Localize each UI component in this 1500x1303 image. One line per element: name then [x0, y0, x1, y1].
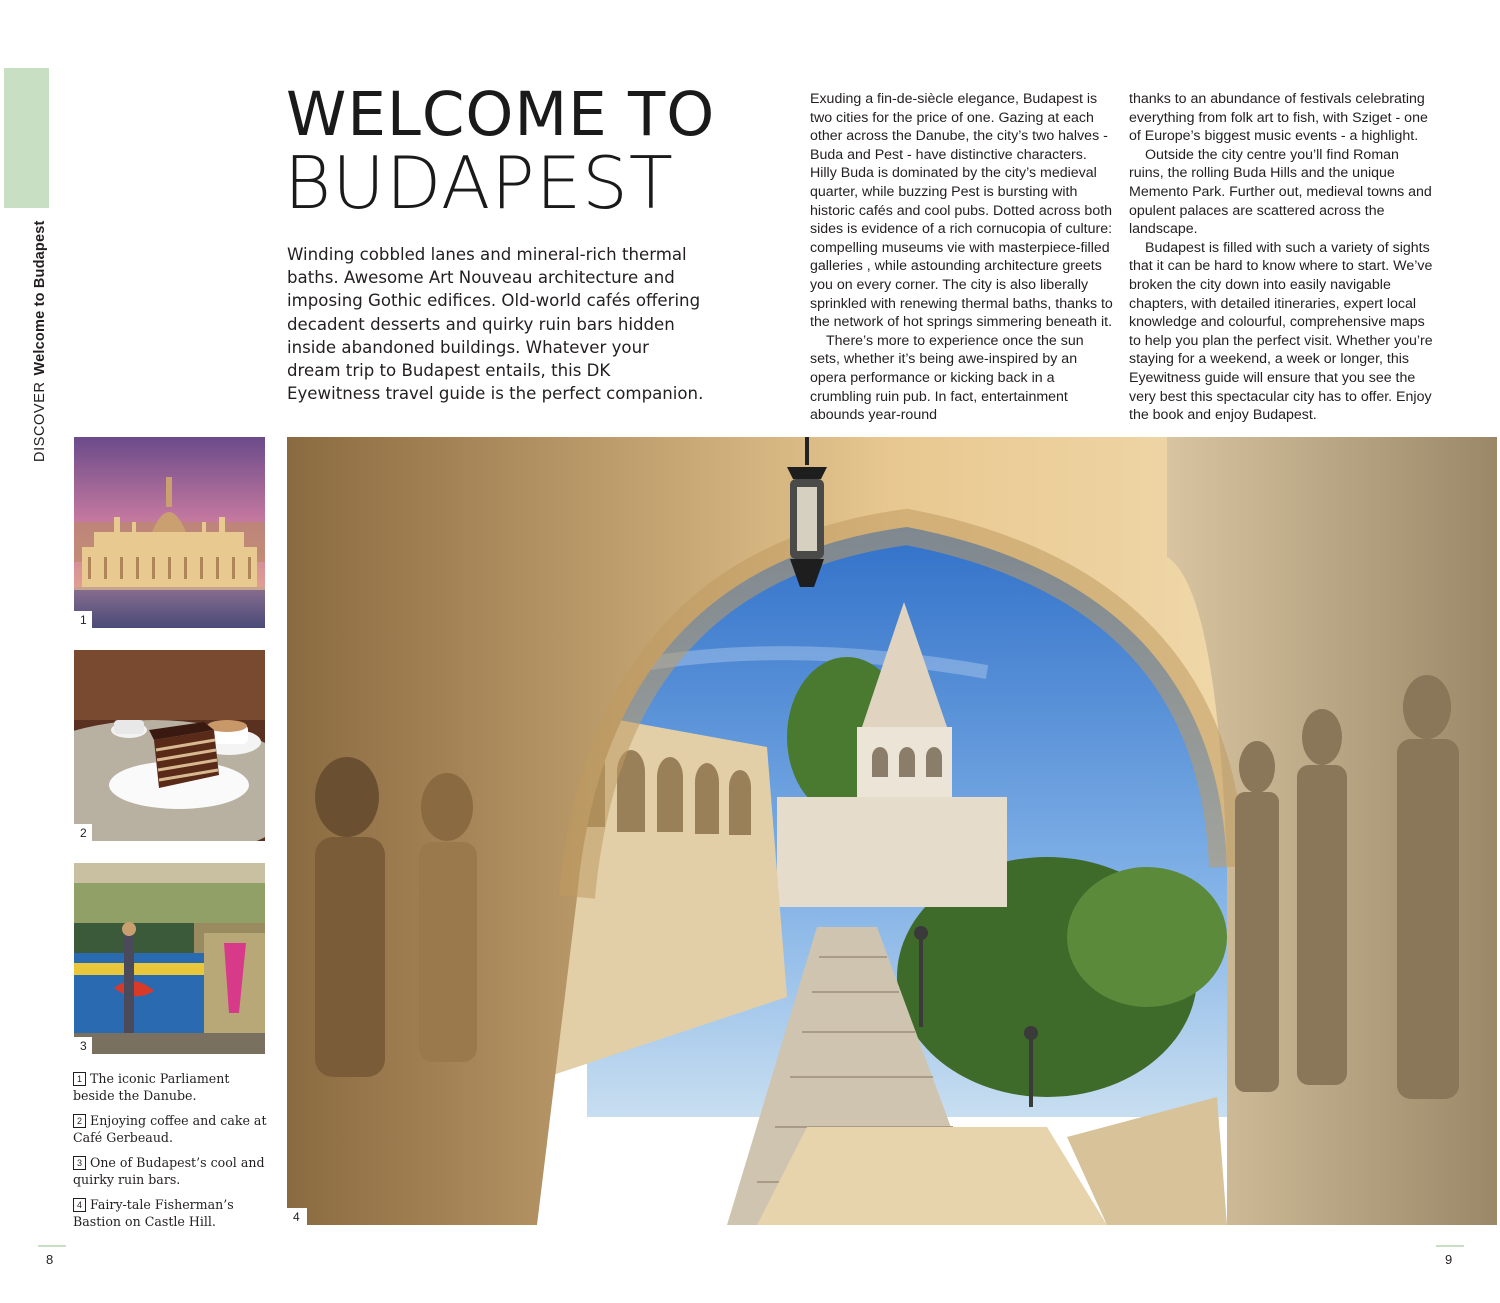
parliament-photo	[74, 437, 265, 628]
page-number-left: 8	[46, 1252, 54, 1267]
caption-item	[73, 1196, 273, 1230]
caption-text: Fairy-tale Fisherman’s Bastion on Castle Hill.	[73, 1197, 234, 1229]
page-number-rule-right	[1436, 1245, 1464, 1247]
page-number-right: 9	[1445, 1252, 1453, 1267]
body-column-1	[810, 90, 1114, 425]
caption-item	[73, 1070, 273, 1104]
caption-item	[73, 1154, 273, 1188]
photo-number: 1	[74, 611, 92, 628]
caption-number: 4	[73, 1198, 86, 1212]
section-color-tab	[4, 68, 49, 208]
ruin-bar-photo	[74, 863, 265, 1054]
headline-line-1: WELCOME TO	[286, 79, 716, 150]
photo-captions	[73, 1070, 273, 1238]
fishermans-bastion-photo	[287, 437, 1497, 1225]
caption-number: 2	[73, 1114, 86, 1128]
coffee-cake-photo	[74, 650, 265, 841]
caption-number: 3	[73, 1156, 86, 1170]
chapter-name: Welcome to Budapest	[32, 220, 48, 376]
parliament-illustration	[74, 437, 265, 628]
section-name: DISCOVER	[32, 381, 48, 462]
body-column-2	[1129, 90, 1433, 425]
body-paragraph: There’s more to experience once the sun sets, whether it’s being awe-inspired by an opera performance or kicking back in a crumbling ruin pub. In fact, entertainment abounds year-round	[810, 332, 1084, 424]
headline-line-2: BUDAPEST	[284, 141, 674, 225]
fishermans-bastion-illustration	[287, 437, 1497, 1225]
photo-number: 4	[287, 1208, 307, 1225]
photo-number: 3	[74, 1037, 92, 1054]
caption-text: One of Budapest’s cool and quirky ruin bars.	[73, 1155, 265, 1187]
ruin-bar-illustration	[74, 863, 265, 1054]
caption-item	[73, 1112, 273, 1146]
body-paragraph: Budapest is filled with such a variety of sights that it can be hard to know where to start. We’ve broken the city down into easily navigable chapters, with detailed itineraries, expert local knowledge and colourful, comprehensive maps to help you plan the perfect visit. Whether you’re staying for a weekend, a week or longer, this Eyewitness guide will ensure that you see the very best this spectacular city has to offer. Enjoy the book and enjoy Budapest.	[1129, 239, 1433, 424]
running-header	[32, 220, 48, 462]
caption-text: Enjoying coffee and cake at Café Gerbeaud.	[73, 1113, 267, 1145]
photo-number: 2	[74, 824, 92, 841]
caption-number: 1	[73, 1072, 86, 1086]
coffee-cake-illustration	[74, 650, 265, 841]
body-paragraph: thanks to an abundance of festivals celebrating everything from folk art to fish, with Sziget - one of Europe’s biggest music events - a highlight.	[1129, 91, 1428, 145]
body-paragraph: Outside the city centre you’ll find Roman ruins, the rolling Buda Hills and the unique Memento Park. Further out, medieval towns and opulent palaces are scattered across the landscape.	[1129, 146, 1432, 238]
body-paragraph: Exuding a fin-de-siècle elegance, Budapest is two cities for the price of one. Gazing at each other across the Danube, the city’s two halves - Buda and Pest - have distinctive characters. Hilly Buda is dominated by the city’s medieval quarter, while buzzing Pest is bursting with historic cafés and cool pubs. Dotted across both sides is evidence of a rich cornucopia of culture: compelling museums vie with masterpiece-filled galleries , while astounding architecture greets you on every corner. The city is also liberally sprinkled with renewing thermal baths, thanks to the network of hot springs simmering beneath it.	[810, 91, 1113, 331]
caption-text: The iconic Parliament beside the Danube.	[73, 1071, 230, 1103]
intro-paragraph: Winding cobbled lanes and mineral-rich thermal baths. Awesome Art Nouveau architecture and imposing Gothic edifices. Old-world cafés offering decadent desserts and quirky ruin bars hidden inside abandoned buildings. Whatever your dream trip to Budapest entails, this DK Eyewitness travel guide is the perfect companion.	[287, 245, 704, 404]
page-number-rule-left	[38, 1245, 66, 1247]
